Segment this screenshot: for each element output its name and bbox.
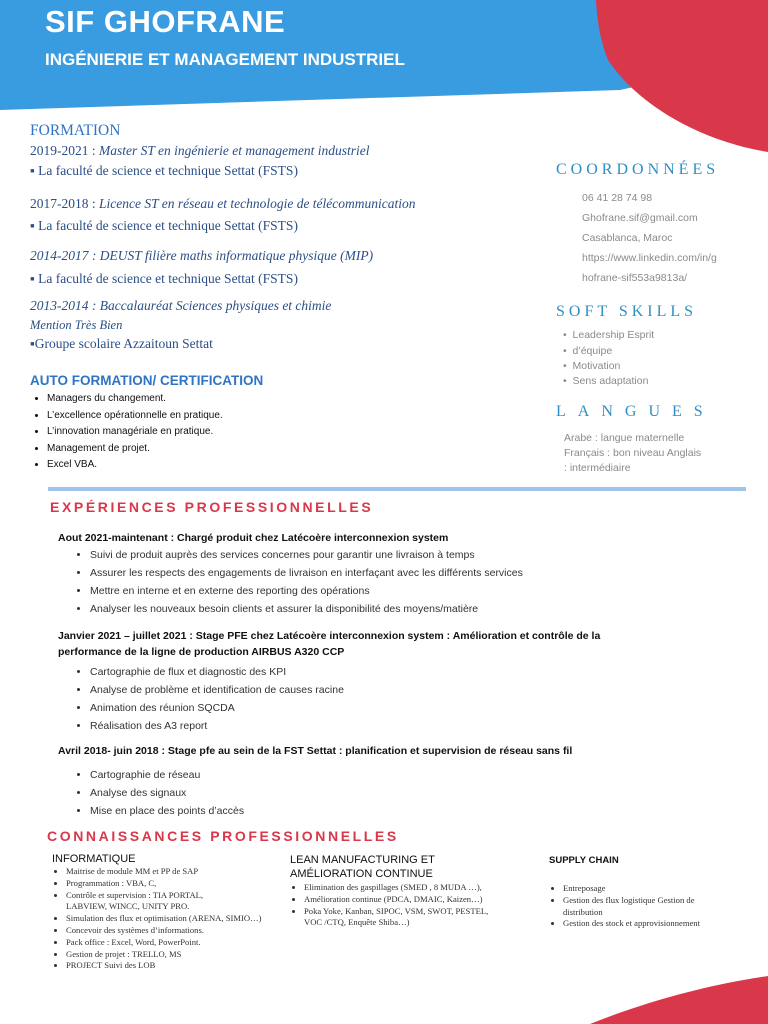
coordonnees-title: COORDONNÉES [556,161,720,178]
soft-skill-item: • Motivation [563,360,621,372]
connaissances-title: CONNAISSANCES PROFESSIONNELLES [47,828,399,844]
person-role: INGÉNIERIE ET MANAGEMENT INDUSTRIEL [45,50,405,69]
informatique-item: • PROJECT Suivi des LOB [66,960,267,972]
job-task: • Analyse des signaux [90,784,730,802]
supply-item: • Entreposage [563,883,749,895]
formation-degree: Baccalauréat Sciences physiques et chimie [96,298,332,313]
informatique-item: • Programmation : VBA, C, [66,878,267,890]
job-task: • Analyser les nouveaux besoin clients et assurer la disponibilité des moyens/matière [90,600,730,618]
formation-school: ▪Groupe scolaire Azzaitoun Settat [30,336,213,351]
informatique-item: • Gestion de projet : TRELLO, MS [66,949,267,961]
formation-entry-4 [30,298,331,314]
footer-shape [0,964,768,1024]
formation-school: ▪ La faculté de science et technique Settat (FSTS) [30,271,298,286]
informatique-item: • Simulation des flux et optimisation (ARENA, SIMIO…) [66,913,266,925]
informatique-item: • Maitrise de module MM et PP de SAP [66,866,267,878]
job-task: • Assurer les respects des engagements de livraison en interfaçant avec les différents services [90,564,730,582]
supply-column [549,855,749,930]
lean-item: • Amélioration continue (PDCA, DMAIC, Kaizen…) [304,894,520,906]
section-divider [48,487,746,491]
linkedin-link[interactable]: https://www.linkedin.com/in/g [582,252,717,264]
formation-school: ▪ La faculté de science et technique Settat (FSTS) [30,218,298,233]
email-text[interactable]: Ghofrane.sif@gmail.com [582,212,698,224]
red-shape [596,0,768,152]
formation-dates: 2014-2017 : [30,248,97,263]
job-task: • Réalisation des A3 report [90,717,730,735]
soft-skill-item: • Leadership Esprit [563,329,655,341]
informatique-item: • Pack office : Excel, Word, PowerPoint. [66,937,267,949]
certification-item: • Excel VBA. [47,457,347,474]
certification-item: • L’excellence opérationnelle en pratique. [47,408,347,425]
job-title: Aout 2021-maintenant : Chargé produit chez Latécoère interconnexion system [58,532,449,544]
formation-mention: Mention Très Bien [30,318,123,332]
linkedin-link-cont[interactable]: hofrane-sif553a9813a/ [582,272,688,284]
formation-entry-3 [30,248,373,264]
soft-skill-label: Leadership Esprit [572,329,655,341]
informatique-item: • Concevoir des systèmes d’informations. [66,925,267,937]
certification-title: AUTO FORMATION/ CERTIFICATION [30,373,264,388]
phone-text: 06 41 28 74 98 [582,192,653,204]
job-task: • Animation des réunion SQCDA [90,699,730,717]
formation-degree: Licence ST en réseau et technologie de télécommunication [95,196,416,211]
certification-item: • L’innovation managériale en pratique. [47,424,347,441]
informatique-column [52,853,267,972]
lean-item: • Elimination des gaspillages (SMED , 8 MUDA …), [304,882,520,894]
job-task: • Analyse de problème et identification de causes racine [90,681,730,699]
formation-degree: Master ST en ingénierie et management industriel [95,143,370,158]
experiences-title: EXPÉRIENCES PROFESSIONNELLES [50,499,374,515]
formation-dates: 2019-2021 : [30,143,96,158]
supply-title: SUPPLY CHAIN [549,855,619,866]
lean-column [290,853,520,929]
job-task-list [72,766,730,820]
job-task: • Cartographie de réseau [90,766,730,784]
formation-school: ▪ La faculté de science et technique Settat (FSTS) [30,163,298,178]
informatique-title: INFORMATIQUE [52,853,136,865]
supply-item: • Gestion des stock et approvisionnement [563,918,749,930]
job-task: • Mise en place des points d’accès [90,802,730,820]
job-title: Avril 2018- juin 2018 : Stage pfe au sein de la FST Settat : planification et supervision de réseau sans fil [58,745,573,757]
langues-title: LANGUES [556,403,715,420]
informatique-item: • Contrôle et supervision : TIA PORTAL, LABVIEW, WINCC, UNITY PRO. [66,890,226,914]
person-name: SIF GHOFRANE [45,4,286,39]
footer-red-shape [590,976,768,1024]
formation-entry-1 [30,143,369,159]
soft-skill-label: Sens adaptation [572,375,649,387]
certification-item: • Managers du changement. [47,391,347,408]
langue-line: Français : bon niveau Anglais [564,447,702,459]
formation-degree: DEUST filière maths informatique physique (MIP) [96,248,374,263]
job-task-list [72,546,730,618]
job-task-list [72,663,730,735]
certification-item: • Management de projet. [47,441,347,458]
formation-dates: 2013-2014 : [30,298,97,313]
soft-skill-item: • d’équipe [563,345,613,357]
formation-entry-2 [30,196,416,212]
formation-title: FORMATION [30,122,121,139]
job-title: Janvier 2021 – juillet 2021 : Stage PFE chez Latécoère interconnexion system : Amélioration et contrôle de la performance de la ligne de production AIRBUS A320 CCP [58,630,601,658]
soft-skill-label: d’équipe [572,345,613,357]
soft-skill-item: • Sens adaptation [563,375,649,387]
supply-item: • Gestion des flux logistique Gestion de distribution [563,895,713,919]
job-task: • Mettre en interne et en externe des reporting des opérations [90,582,730,600]
job-task: • Cartographie de flux et diagnostic des KPI [90,663,730,681]
certification-list [29,391,347,474]
lean-item: • Poka Yoke, Kanban, SIPOC, VSM, SWOT, PESTEL, VOC /CTQ, Enquête Shiba…) [304,906,504,930]
lean-title: LEAN MANUFACTURING ET AMÉLIORATION CONTINUE [290,854,435,880]
langue-line: Arabe : langue maternelle [564,432,685,444]
formation-dates: 2017-2018 : [30,196,96,211]
soft-skills-title: SOFT SKILLS [556,303,698,320]
soft-skill-label: Motivation [572,360,621,372]
location-text: Casablanca, Maroc [582,232,673,244]
langue-line: : intermédiaire [564,462,631,474]
job-task: • Suivi de produit auprès des services concernes pour garantir une livraison à temps [90,546,730,564]
